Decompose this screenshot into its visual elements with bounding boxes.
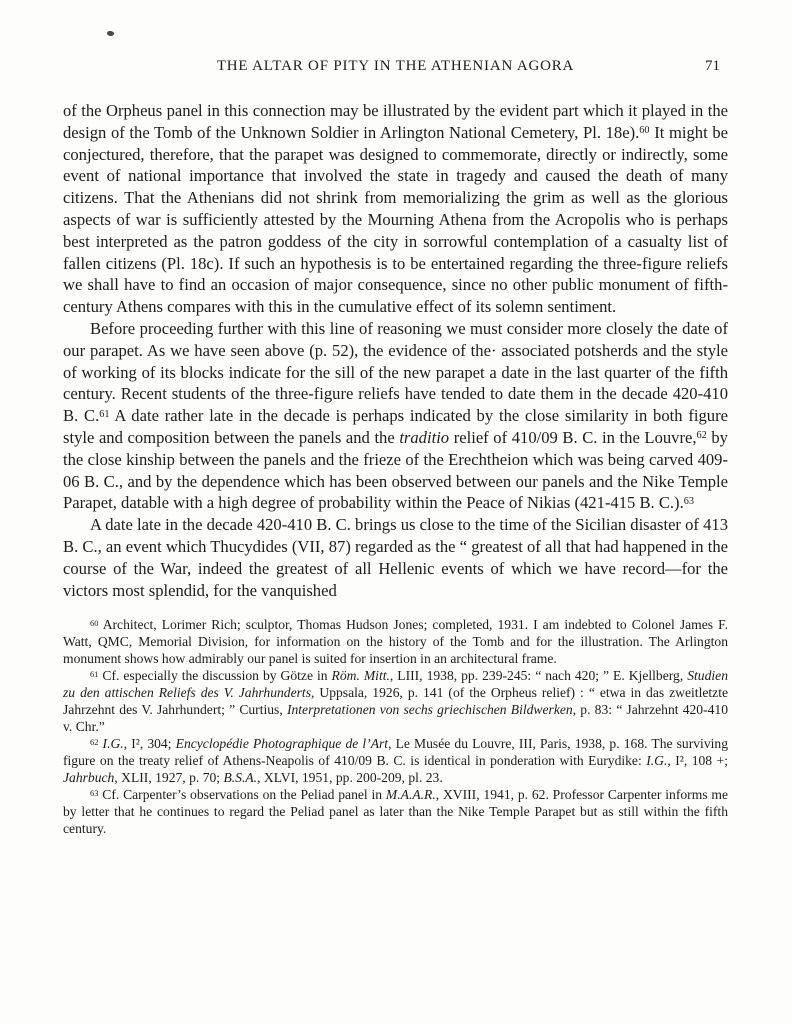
footnote-63: $^{63}$ Cf. Carpenter’s observations on the Peliad panel in M.A.A.R., XVIII, 1941, p. 62. Professor Carpenter informs me by letter that he continues to regard the Peliad panel as later than the Nike Temple Parapet but as still within the fifth century. [63,787,728,837]
paragraph-3: A date late in the decade 420-410 B. C. brings us close to the time of the Sicilian disaster of 413 B. C., an event which Thucydides (VII, 87) regarded as the “ greatest of all that had happened in the course of the War, indeed the greatest of all Hellenic events of which we have record—for the victors most splendid, for the vanquished [63,515,728,600]
footnote-62: $^{62}$ I.G., I², 304; Encyclopédie Photographique de l’Art, Le Musée du Louvre, III, Paris, 1938, p. 168. The surviving figure on the treaty relief of Athens-Neapolis of 410/09 B. C. is identical in ponderation with Eurydike: I.G., I², 108 +; Jahrbuch, XLII, 1927, p. 70; B.S.A., XLVI, 1951, pp. 200-209, pl. 23. [63,736,728,786]
article-body [63,100,728,601]
paragraph-1: of the Orpheus panel in this connection may be illustrated by the evident part which it played in the design of the Tomb of the Unknown Soldier in Arlington National Cemetery, Pl. 18e).$^{60}$ It might be conjectured, therefore, that the parapet was designed to commemorate, directly or indirectly, some event of national importance that involved the state in tragedy and caused the death of many citizens. That the Athenians did not shrink from memorializing the grim as well as the glorious aspects of war is sufficiently attested by the Mourning Athena from the Acropolis who is perhaps best interpreted as the patron goddess of the city in sorrowful contemplation of a casualty list of fallen citizens (Pl. 18c). If such an hypothesis is to be entertained regarding the three-figure reliefs we shall have to find an occasion of major consequence, since no other public monument of fifth-century Athens compares with this in the cumulative effect of its solemn sentiment. [63,101,729,317]
page-header [63,56,728,76]
paragraph-2: Before proceeding further with this line of reasoning we must consider more closely the date of our parapet. As we have seen above (p. 52), the evidence of the· associated potsherds and the style of working of its blocks indicate for the sill of the new parapet a date in the last quarter of the fifth century. Recent students of the three-figure reliefs have tended to date them in the decade 420-410 B. C.$^{61}$ A date rather late in the decade is perhaps indicated by the close similarity in both figure style and composition between the panels and the traditio relief of 410/09 B. C. in the Louvre,$^{62}$ by the close kinship between the panels and the frieze of the Erechtheion which was being carved 409-06 B. C., and by the dependence which has been observed between our panels and the Nike Temple Parapet, datable with a high degree of probability within the Peace of Nikias (421-415 B. C.).$^{63}$ [63,318,728,513]
scan-artifact [106,30,114,37]
footnote-60: $^{60}$ Architect, Lorimer Rich; sculptor, Thomas Hudson Jones; completed, 1931. I am indebted to Colonel James F. Watt, QMC, Memorial Division, for information on the history of the Tomb and for the illustration. The Arlington monument shows how admirably our panel is suited for insertion in an architectural frame. [63,617,728,667]
footnotes-section [63,616,728,837]
running-title: THE ALTAR OF PITY IN THE ATHENIAN AGORA [216,58,575,74]
page-number: 71 [705,58,720,74]
footnote-61: $^{61}$ Cf. especially the discussion by Götze in Röm. Mitt., LIII, 1938, pp. 239-245: “ nach 420; ” E. Kjellberg, Studien zu den attischen Reliefs des V. Jahrhunderts, Uppsala, 1926, p. 141 (of the Orpheus relief) : “ etwa in das zweitletzte Jahrzehnt des V. Jahrhundert; ” Curtius, Interpretationen von sechs griechischen Bildwerken, p. 83: “ Jahrzehnt 420-410 v. Chr.” [63,668,729,735]
